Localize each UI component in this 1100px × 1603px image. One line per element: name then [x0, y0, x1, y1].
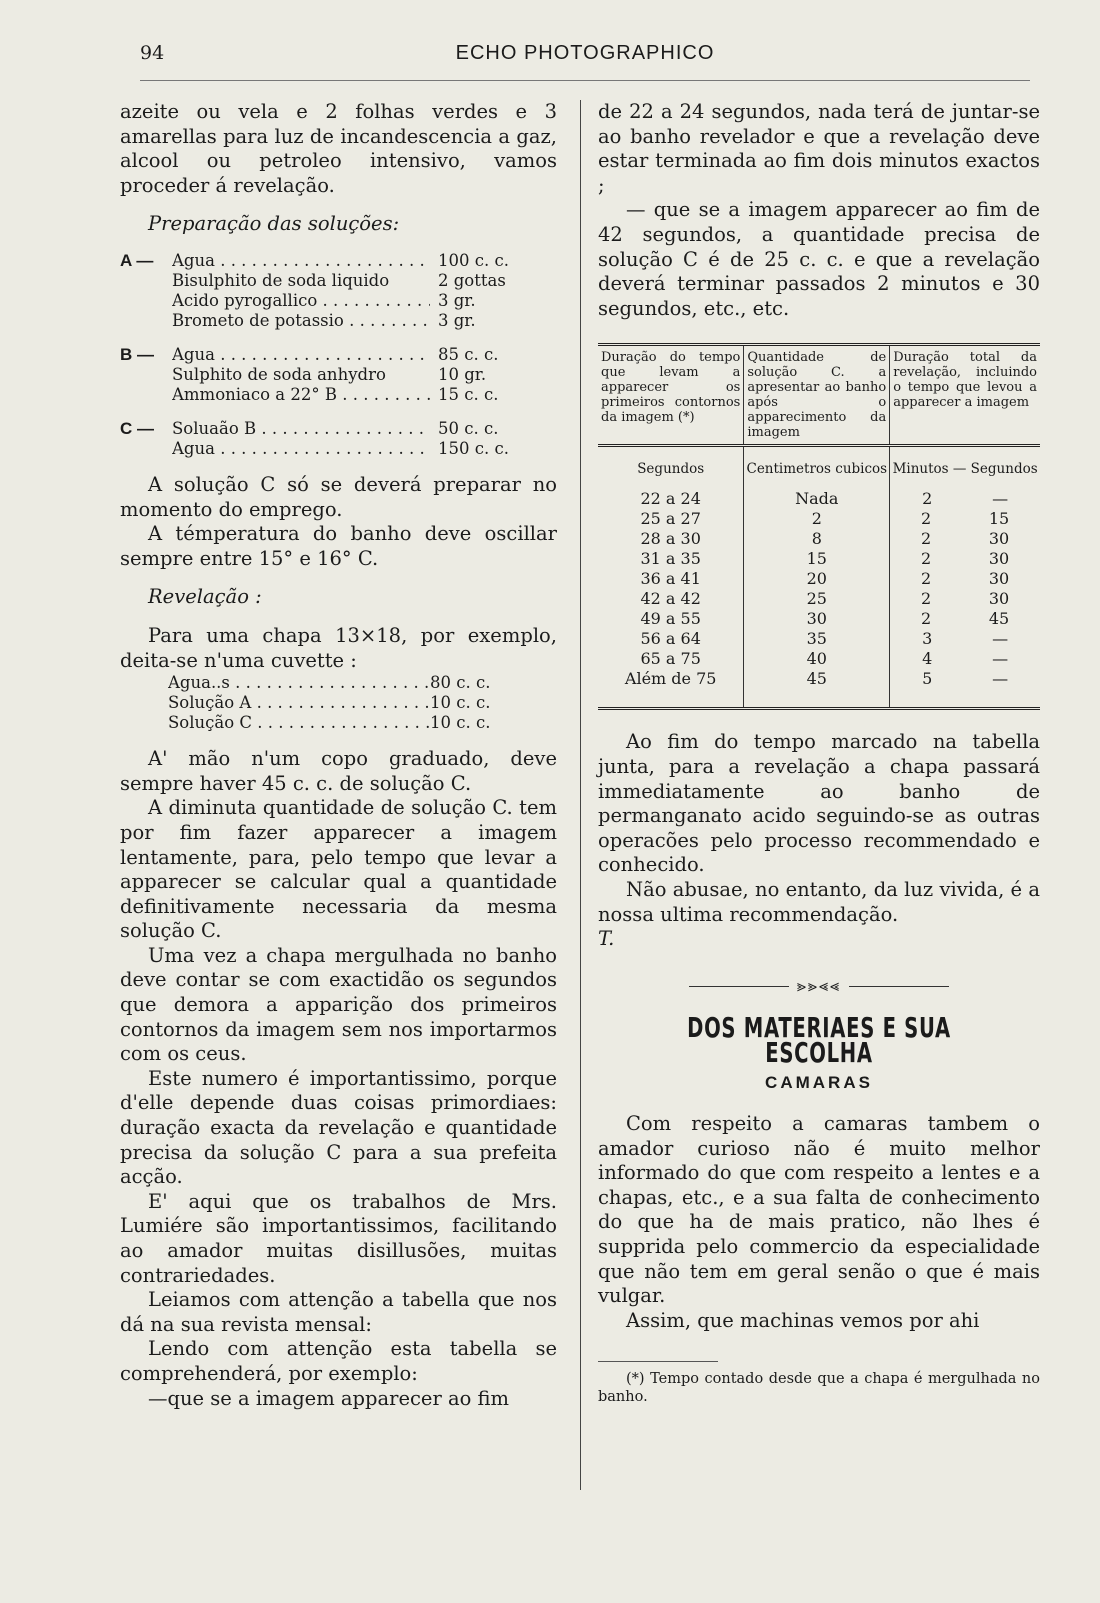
- paragraph: — que se a imagem apparecer ao fim de 42 segundos, a quantidade precisa de solução C é de 25 c. c. e que a revelação deverá terminar passados 2 minutos e 30 segundos, etc., etc.: [598, 198, 1040, 320]
- cell-seconds: 42 a 42: [640, 589, 701, 609]
- ingredient-name: Agua . . .: [172, 251, 430, 271]
- ingredient-value: 10 c. c.: [430, 693, 491, 713]
- table-row: [598, 549, 1040, 569]
- ingredient-value: 100 c. c.: [438, 250, 509, 270]
- cell-minutes: 2: [921, 509, 932, 529]
- ingredient-name: Agua . . .: [172, 439, 430, 459]
- cell-quantity: 20: [744, 569, 890, 589]
- table-header-row: [598, 345, 1040, 446]
- author-signature: T.: [598, 927, 615, 951]
- section-heading-preparation: Preparação das soluções:: [148, 212, 400, 236]
- paragraph: Para uma chapa 13×18, por exemplo, deita-se n'uma cuvette :: [120, 623, 557, 672]
- ingredient-name: Acido pyrogallico . . .: [172, 291, 430, 311]
- paragraph: A témperatura do banho deve oscillar sempre entre 15° e 16° C.: [120, 522, 557, 570]
- header-rule: [140, 80, 1030, 81]
- paragraph: Uma vez a chapa mergulhada no banho deve contar se com exactidão os segundos que demora a apparição dos primeiros contornos da imagem sem nos importarmos com os ceus.: [120, 943, 557, 1066]
- ingredient-value: 150 c. c.: [438, 438, 509, 458]
- cell-quantity: Nada: [744, 489, 890, 509]
- table-row: [598, 589, 1040, 609]
- cell-minutes: 2: [921, 609, 932, 629]
- ingredient-value: 2 gottas: [438, 270, 506, 290]
- cell-minutes: 2: [921, 589, 932, 609]
- cell-total-seconds: —: [992, 649, 1009, 669]
- unit-label: Centimetros cubicos: [744, 446, 890, 490]
- paragraph: azeite ou vela e 2 folhas verdes e 3 amarellas para luz de incandescencia a gaz, alcool ou petroleo intensivo, vamos proceder á revelação.: [120, 100, 557, 197]
- paragraph: Lendo com attenção esta tabella se comprehenderá, por exemplo:: [120, 1337, 557, 1385]
- article-title: DOS MATERIAES E SUA ESCOLHA: [687, 1011, 951, 1069]
- cell-minutes: 5: [922, 669, 933, 689]
- cell-quantity: 25: [744, 589, 890, 609]
- paragraph: Leiamos com attenção a tabella que nos dá na sua revista mensal:: [120, 1288, 557, 1336]
- ornament-glyphs: ⪢⪢⪡⪡: [796, 975, 842, 995]
- unit-label: Segundos: [637, 461, 705, 478]
- ingredient-name: Sulphito de soda anhydro: [172, 364, 386, 384]
- cell-seconds: 36 a 41: [640, 569, 701, 589]
- cell-seconds: Além de 75: [598, 669, 744, 709]
- section-heading-revelation: Revelação :: [148, 585, 262, 609]
- recipe-a: [120, 251, 557, 331]
- cell-minutes: 2: [921, 529, 932, 549]
- table-header: Duração do tempo que levam a apparecer os primeiros contornos da imagem (*): [598, 345, 744, 446]
- recipe-label: A —: [120, 250, 154, 270]
- ingredient-value: 50 c. c.: [438, 418, 499, 438]
- ingredient-name: Soluaão B . . .: [172, 419, 430, 439]
- cell-minutes: 3: [922, 629, 933, 649]
- paragraph: Este numero é importantissimo, porque d'elle depende duas coisas primordiaes: duração exacta da revelação e quantidade precisa da solução C para a sua prefeita acção.: [120, 1066, 557, 1189]
- cell-seconds: 22 a 24: [640, 489, 701, 509]
- cell-total-seconds: 15: [988, 509, 1010, 529]
- column-divider: [580, 100, 581, 1490]
- cell-total-seconds: 30: [988, 529, 1010, 549]
- paragraph: A diminuta quantidade de solução C. tem por fim fazer apparecer a imagem lentamente, para, pelo tempo que levar a apparecer se calcular qual a quantidade definitivamente necessaria da mesma solução C.: [120, 796, 557, 943]
- cell-seconds: 31 a 35: [640, 549, 701, 569]
- cell-quantity: 40: [744, 649, 890, 669]
- cell-seconds: 56 a 64: [640, 629, 701, 649]
- paragraph: A' mão n'um copo graduado, deve sempre haver 45 c. c. de solução C.: [120, 747, 557, 795]
- cell-total-seconds: 30: [988, 549, 1010, 569]
- paragraph: Ao fim do tempo marcado na tabella junta, para a revelação a chapa passará immediatamente ao banho de permanganato acido seguindo-se as outras operacões pelo processo recommendado e conhecido.: [598, 730, 1040, 877]
- ingredient-value: 3 gr.: [438, 310, 476, 330]
- cell-minutes: 4: [922, 649, 933, 669]
- table-header: Duração total da revelação, incluindo o tempo que levou a apparecer a imagem: [890, 345, 1040, 446]
- unit-label: Minutos — Segundos: [890, 446, 1040, 490]
- recipe-label: C —: [120, 418, 154, 438]
- page-header: [140, 42, 1030, 72]
- recipe-b: [120, 345, 557, 405]
- cell-seconds: 49 a 55: [640, 609, 701, 629]
- table-row: [598, 609, 1040, 629]
- table-row: [598, 629, 1040, 649]
- ingredient-name: Solução C . . .: [168, 713, 430, 733]
- paragraph: de 22 a 24 segundos, nada terá de juntar-se ao banho revelador e que a revelação deve estar terminada ao fim dois minutos exactos ;: [598, 100, 1040, 197]
- ornament-divider: [598, 974, 1040, 999]
- table-row: [598, 649, 1040, 669]
- table-row: [598, 569, 1040, 589]
- footnote: (*) Tempo contado desde que a chapa é mergulhada no banho.: [598, 1371, 1040, 1406]
- ingredient-value: 80 c. c.: [430, 673, 491, 693]
- cell-total-seconds: —: [992, 489, 1009, 509]
- cell-minutes: 2: [922, 489, 933, 509]
- cell-seconds: 25 a 27: [640, 509, 701, 529]
- cell-minutes: 2: [921, 569, 932, 589]
- recipe-c: [120, 419, 557, 459]
- page-number: 94: [140, 42, 165, 64]
- paragraph: Com respeito a camaras tambem o amador curioso não é muito melhor informado do que com respeito a lentes e a chapas, etc., e a sua falta de conhecimento do que ha de mais pratico, não lhes é supprida pelo commercio da especialidade que não tem em geral senão o que é mais vulgar.: [598, 1112, 1040, 1308]
- cell-quantity: 15: [744, 549, 890, 569]
- cell-total-seconds: —: [992, 669, 1009, 689]
- table-units-row: [598, 446, 1040, 490]
- cell-quantity: 45: [744, 669, 890, 709]
- left-column: [120, 100, 557, 1411]
- ingredient-name: Brometo de potassio . . .: [172, 311, 430, 331]
- footnote-rule: [598, 1361, 718, 1362]
- cell-quantity: 35: [744, 629, 890, 649]
- running-title: ECHO PHOTOGRAPHICO: [455, 42, 715, 64]
- paragraph: A solução C só se deverá preparar no momento do emprego.: [120, 472, 557, 521]
- ingredient-name: Bisulphito de soda liquido: [172, 270, 390, 290]
- table-row: [598, 489, 1040, 509]
- cell-seconds: 28 a 30: [640, 529, 701, 549]
- cell-quantity: 8: [744, 529, 890, 549]
- paragraph: Não abusae, no entanto, da luz vivida, é a nossa ultima recommendação.: [598, 877, 1040, 926]
- cell-total-seconds: 30: [988, 569, 1010, 589]
- ingredient-name: Agua..s . . .: [168, 673, 430, 693]
- dish-mixture: [168, 673, 557, 733]
- cell-total-seconds: 45: [988, 609, 1010, 629]
- ingredient-value: 85 c. c.: [438, 344, 499, 364]
- ingredient-value: 10 gr.: [438, 364, 487, 384]
- cell-total-seconds: 30: [988, 589, 1010, 609]
- paragraph: E' aqui que os trabalhos de Mrs. Lumiére são importantissimos, facilitando ao amador muitas disillusões, muitas contrariedades.: [120, 1189, 557, 1287]
- ingredient-value: 15 c. c.: [438, 384, 499, 404]
- table-header: Quantidade de solução C. a apresentar ao banho após o apparecimento da imagem: [744, 345, 890, 446]
- cell-minutes: 2: [921, 549, 932, 569]
- cell-quantity: 2: [744, 509, 890, 529]
- table-row: [598, 529, 1040, 549]
- paragraph: —que se a imagem apparecer ao fim: [148, 1386, 510, 1410]
- table-row: [598, 669, 1040, 709]
- recipe-label: B —: [120, 344, 154, 364]
- cell-total-seconds: —: [992, 629, 1009, 649]
- ingredient-name: Agua . . .: [172, 345, 430, 365]
- ingredient-value: 3 gr.: [438, 290, 476, 310]
- cell-seconds: 65 a 75: [640, 649, 701, 669]
- paragraph: Assim, que machinas vemos por ahi: [626, 1308, 980, 1332]
- cell-quantity: 30: [744, 609, 890, 629]
- ingredient-name: Solução A . . .: [168, 693, 430, 713]
- right-column: [598, 100, 1040, 1406]
- ingredient-name: Ammoniaco a 22° B . . .: [172, 385, 430, 405]
- development-table: [598, 343, 1040, 710]
- table-row: [598, 509, 1040, 529]
- ingredient-value: 10 c. c.: [430, 713, 491, 733]
- article-subtitle: CAMARAS: [765, 1073, 873, 1093]
